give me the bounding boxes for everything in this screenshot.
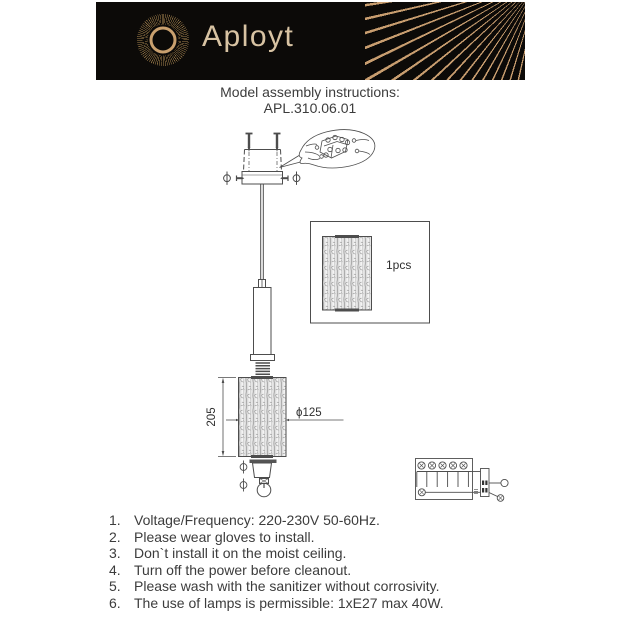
light-bulb <box>257 479 271 497</box>
lamp-symbol <box>501 479 508 486</box>
terminal-screws <box>418 462 467 469</box>
suspension-rod <box>259 184 266 288</box>
instruction-number: 5. <box>109 578 121 595</box>
side-screw-left <box>224 172 245 185</box>
ceiling-mount-drawing <box>224 134 300 185</box>
instruction-text: Don`t install it on the moist ceiling. <box>134 545 347 562</box>
diameter-dimension-label: ϕ125 <box>296 407 322 419</box>
side-screw-right <box>280 172 300 185</box>
instruction-text: Please wear gloves to install. <box>134 528 315 545</box>
canopy <box>242 172 283 185</box>
instruction-item <box>109 578 444 595</box>
instruction-number: 2. <box>109 528 121 545</box>
instruction-item <box>109 512 444 529</box>
parts-box <box>311 222 430 324</box>
instruction-item <box>109 595 444 612</box>
page-title: Model assembly instructions: <box>220 84 400 100</box>
ground-symbol <box>497 495 504 502</box>
brand-name: Aployt <box>202 20 295 53</box>
height-dimension-label: 205 <box>206 407 218 427</box>
instruction-text: Please wash with the sanitizer without corrosivity. <box>134 578 440 595</box>
mounting-screw-right <box>274 134 281 172</box>
instruction-number: 6. <box>109 594 121 611</box>
height-dimension <box>218 378 236 457</box>
socket-tube <box>251 288 275 378</box>
parts-count-label: 1pcs <box>386 258 412 272</box>
wiring-diagram <box>416 459 509 502</box>
lamp-shade <box>239 378 287 457</box>
instruction-item <box>109 545 444 562</box>
instruction-text: The use of lamps is permissible: 1xE27 max 40W. <box>134 594 444 611</box>
screw-symbols <box>240 461 247 492</box>
terminal-detail-callout <box>280 130 375 168</box>
ground-screw <box>418 489 425 496</box>
instruction-number: 4. <box>109 561 121 578</box>
instruction-text: Voltage/Frequency: 220-230V 50-60Hz. <box>134 512 380 528</box>
instruction-item <box>109 562 444 579</box>
socket-cup <box>250 460 277 478</box>
instruction-item <box>109 529 444 546</box>
model-number: APL.310.06.01 <box>263 99 357 116</box>
instruction-number: 3. <box>109 545 121 562</box>
mounting-screw-left <box>246 134 253 172</box>
instruction-list <box>109 512 444 612</box>
instruction-number: 1. <box>109 512 121 528</box>
connector-block <box>481 469 490 497</box>
instruction-text: Turn off the power before cleanout. <box>134 561 352 578</box>
